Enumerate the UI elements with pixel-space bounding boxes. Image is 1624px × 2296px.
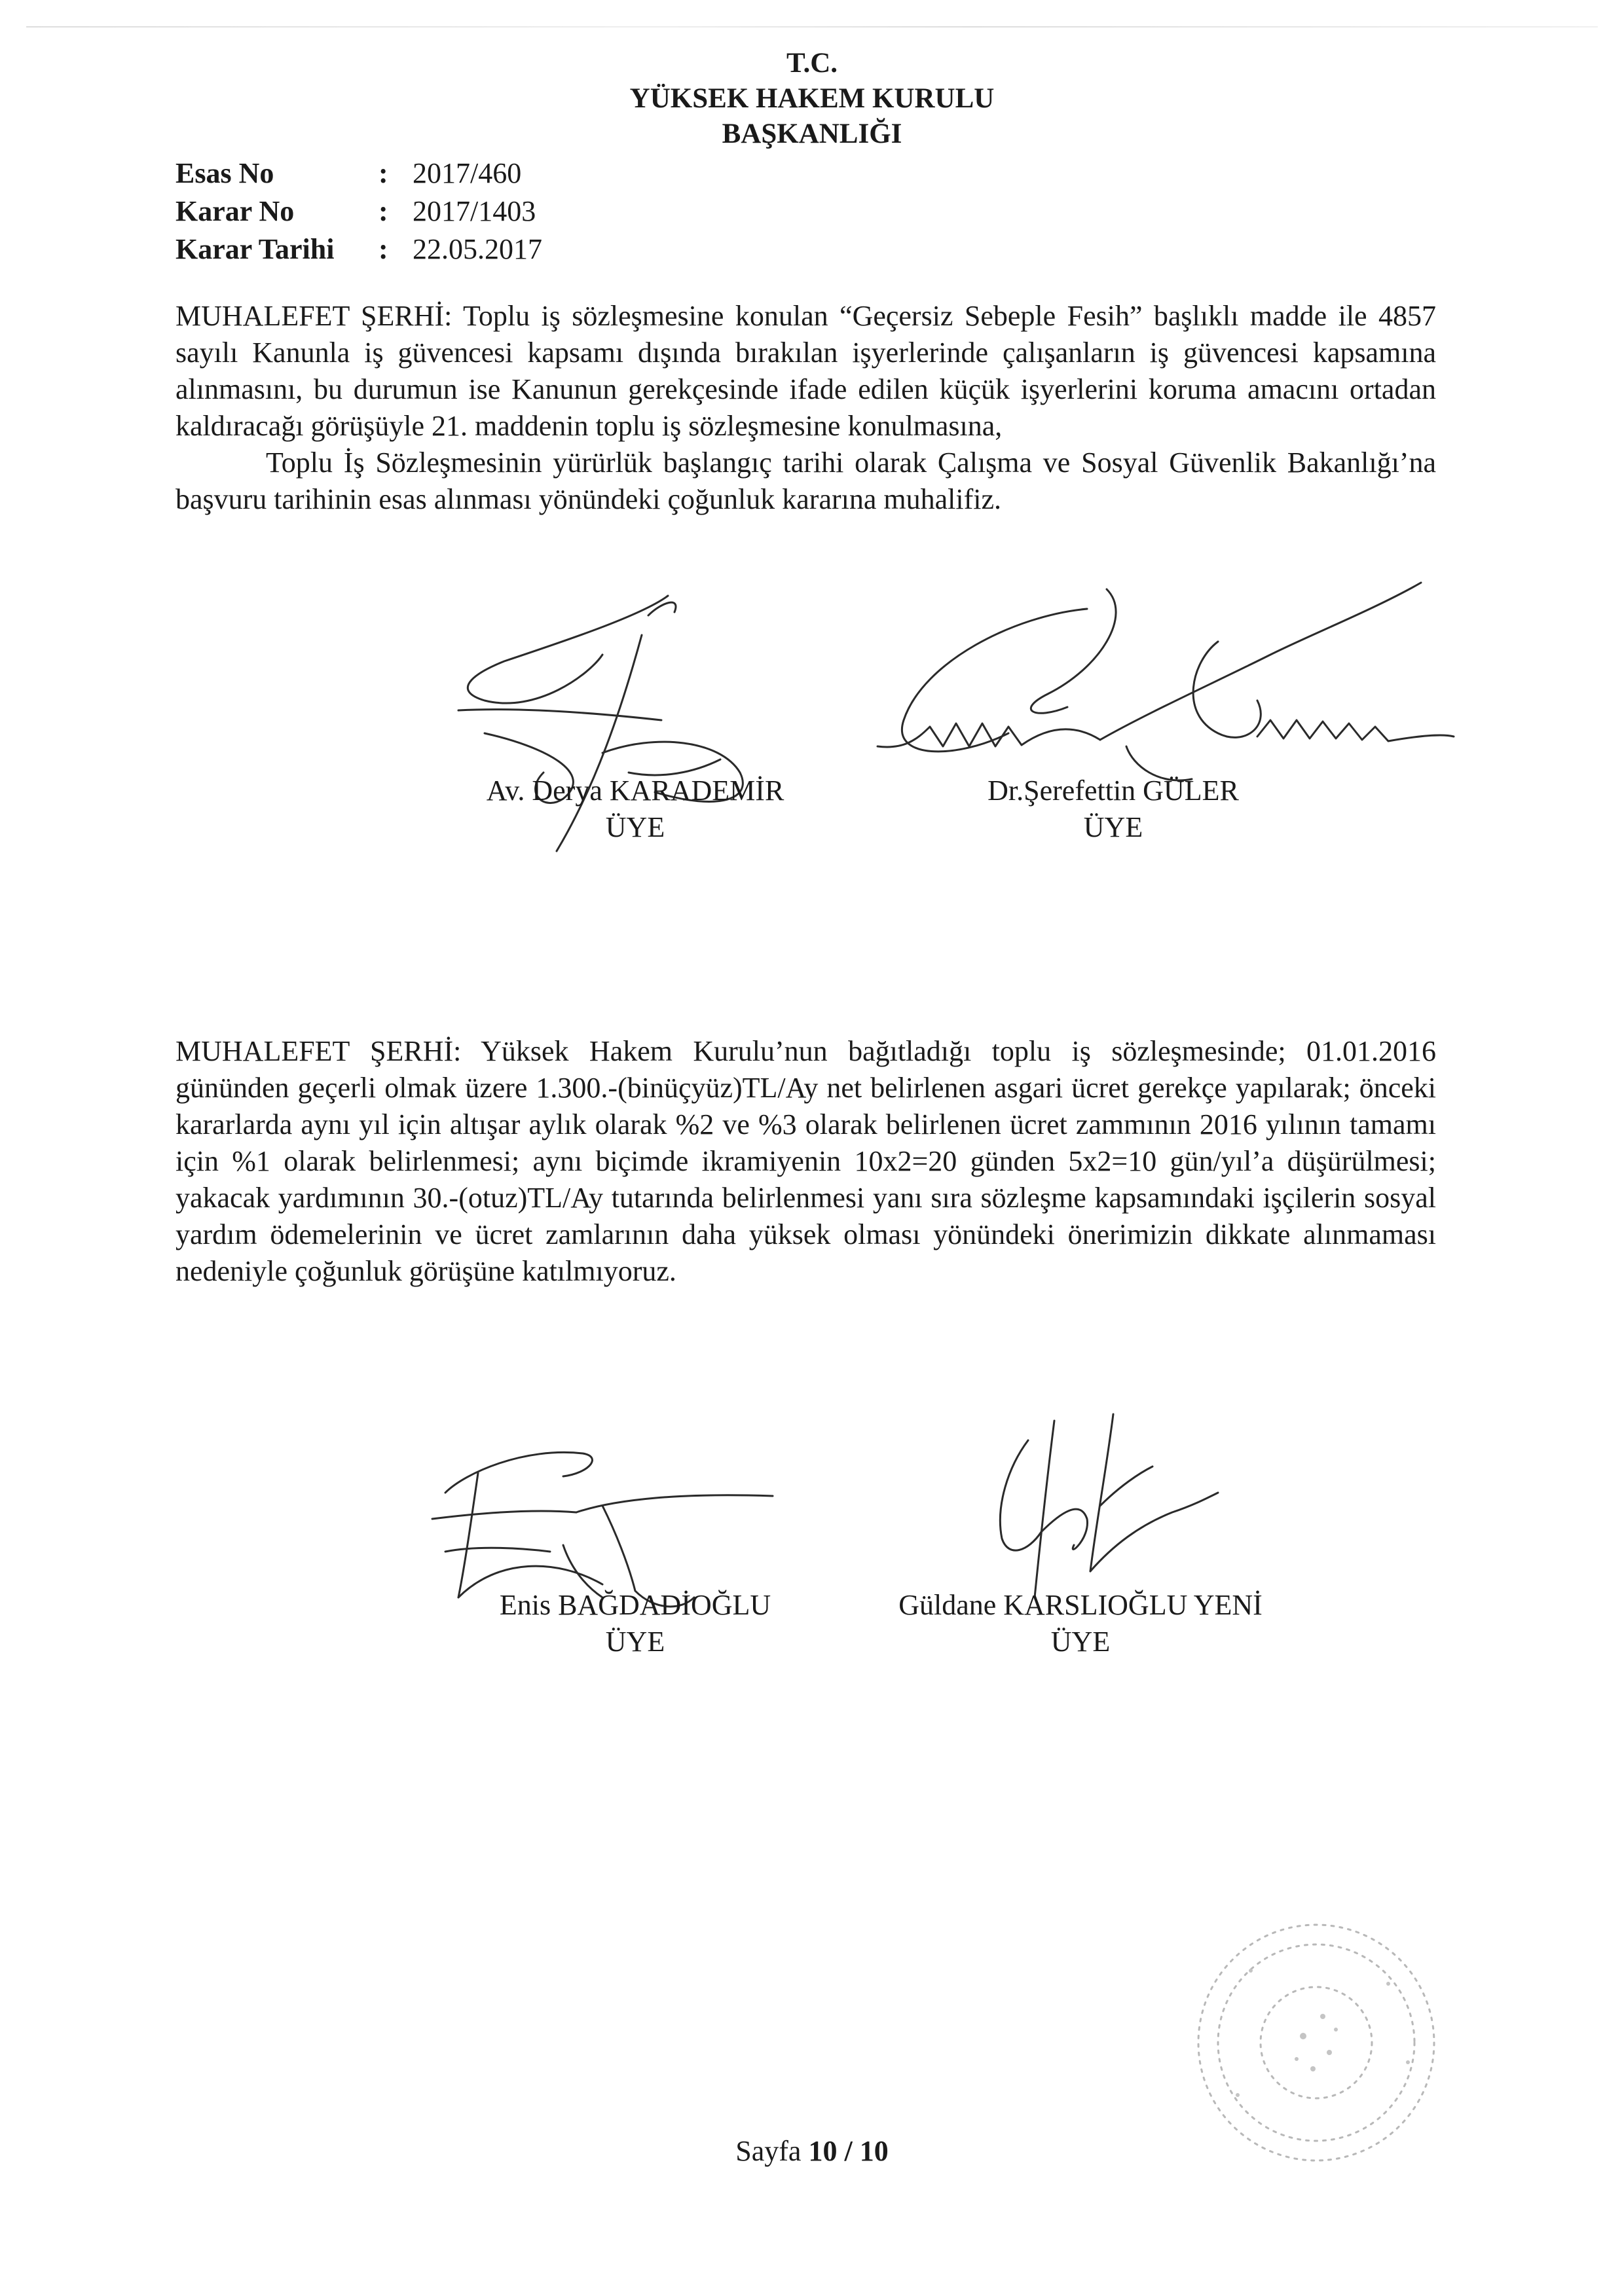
dissent-2-paragraph-1: MUHALEFET ŞERHİ: Yüksek Hakem Kurulu’nun bağıtladığı toplu iş sözleşmesinde; 01.01.2016 gününden geçerli olmak üzere 1.300.-(binüçyüz)TL/Ay net belirlenen asgari ücret gerekçe yapılarak; önceki kararlarda aynı yıl için altışar aylık olarak %2 ve %3 olarak belirlenen ücret zammının 2016 yılının tamamı için %1 olarak belirlenmesi; aynı biçimde ikramiyenin 10x2=20 günden 5x2=10 gün/yıl’a düşürülmesi; yakacak yardımının 30.-(otuz)TL/Ay tutarında belirlenmesi yanı sıra sözleşme kapsamındaki işçilerin sosyal yardım ödemelerinin ve ücret zamlarının daha yüksek olması yönündeki önerimizin dikkate alınmaması nedeniyle çoğunluk görüşüne katılmıyoruz.: [175, 1035, 1436, 1287]
case-info-block: [175, 155, 542, 268]
case-info-label: Karar Tarihi: [175, 233, 335, 265]
case-info-sep: :: [378, 157, 388, 189]
page-label: Sayfa: [735, 2135, 802, 2167]
signatory-role: ÜYE: [1050, 1626, 1111, 1658]
signatory-2-block: [884, 773, 1342, 846]
dissent-1-paragraph-1: MUHALEFET ŞERHİ: Toplu iş sözleşmesine konulan “Geçersiz Sebeple Fesih” başlıklı madde ile 4857 sayılı Kanunla iş güvencesi kapsamı dışında bırakılan işyerlerinde çalışanların iş güvencesi kapsamına alınmasını, bu durumun ise Kanunun gerekçesinde ifade edilen küçük işyerlerini koruma amacını ortadan kaldıracağı görüşüyle 21. maddenin toplu iş sözleşmesine konulmasına,: [175, 300, 1436, 442]
case-info-value: 2017/460: [413, 157, 522, 189]
case-info-row-tarih: [175, 230, 542, 268]
dissent-opinion-1: [175, 298, 1436, 518]
signatory-4-block: [851, 1587, 1310, 1660]
signatory-role: ÜYE: [1083, 811, 1143, 843]
document-header: [0, 46, 1624, 152]
signatory-role: ÜYE: [605, 1626, 665, 1658]
signatory-name: Enis BAĞDADİOĞLU: [499, 1589, 771, 1621]
signatory-role: ÜYE: [605, 811, 665, 843]
header-institution: YÜKSEK HAKEM KURULU: [629, 83, 995, 114]
signatory-name: Av. Derya KARADEMİR: [486, 774, 784, 807]
page-number: 10 / 10: [808, 2135, 889, 2167]
header-tc: T.C.: [786, 48, 838, 79]
signatory-3-block: [406, 1587, 864, 1660]
case-info-label: Karar No: [175, 195, 295, 227]
signatory-1-block: [406, 773, 864, 846]
signatory-name: Güldane KARSLIOĞLU YENİ: [898, 1589, 1263, 1621]
scan-edge-line: [26, 26, 1598, 27]
signature-karslioglu: [956, 1401, 1257, 1617]
case-info-label: Esas No: [175, 157, 274, 189]
case-info-value: 2017/1403: [413, 195, 536, 227]
signatory-name: Dr.Şerefettin GÜLER: [987, 774, 1239, 807]
case-info-row-esas: [175, 155, 542, 192]
dissent-1-paragraph-2: Toplu İş Sözleşmesinin yürürlük başlangıç tarihi olarak Çalışma ve Sosyal Güvenlik Bakanlığı’na başvuru tarihinin esas alınması yönündeki çoğunluk kararına muhalifiz.: [175, 446, 1436, 515]
signature-guler: [851, 570, 1460, 792]
dissent-opinion-2: [175, 1033, 1436, 1290]
page-footer: [0, 2134, 1624, 2168]
case-info-value: 22.05.2017: [413, 233, 542, 265]
case-info-sep: :: [378, 195, 388, 227]
case-info-sep: :: [378, 233, 388, 265]
header-presidency: BAŞKANLIĞI: [722, 118, 902, 149]
case-info-row-karar: [175, 192, 542, 230]
